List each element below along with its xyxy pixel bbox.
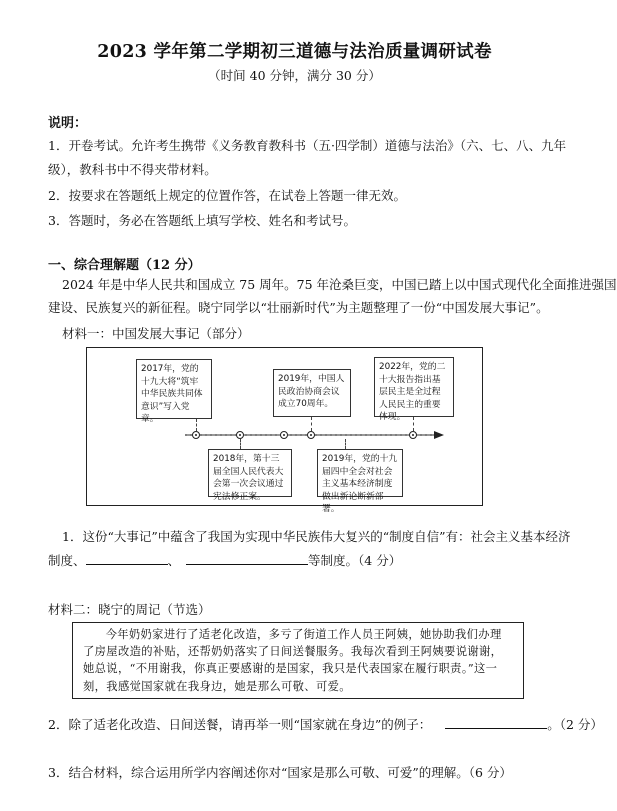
connector: [345, 439, 346, 449]
timeline-event-2022: 2022年，党的二十大报告指出基层民主是全过程人民民主的重要体现。: [374, 357, 454, 417]
instruction-item-1-line-2: 级），教科书中不得夹带材料。: [48, 162, 217, 177]
timeline-event-2018: 2018年，第十三届全国人民代表大会第一次会议通过宪法修正案。: [208, 449, 292, 497]
timeline-dot: [409, 431, 417, 439]
timeline-event-2019-plenum: 2019年，党的十九届四中全会对社会主义基本经济制度做出新论断新部署。: [317, 449, 403, 497]
instruction-item-1-line-1: 1．开卷考试。允许考生携带《义务教育教科书（五·四学制）道德与法治》（六、七、八、九年: [48, 138, 567, 153]
question-1-prefix: 制度、: [48, 553, 86, 568]
question-2-tail: 。（2 分）: [547, 717, 603, 732]
question-2-text: 2．除了适老化改造、日间送餐，请再举一则“国家就在身边”的例子：: [48, 717, 432, 732]
intro-line-1: 2024 年是中华人民共和国成立 75 周年。75 年沧桑巨变，中国已踏上以中国式现代化全面推进强国: [62, 277, 617, 292]
arrow-right-icon: [434, 431, 444, 439]
diary-excerpt-box: [72, 622, 524, 699]
instructions-heading: 说明：: [48, 116, 88, 131]
timeline-dot: [236, 431, 244, 439]
diary-excerpt: 今年奶奶家进行了适老化改造，多亏了街道工作人员王阿姨，她协助我们办理了房屋改造的补贴，还帮奶奶落实了日间送餐服务。我每次看到王阿姨要说谢谢，她总说，“不用谢我，你真正要感谢的是国家，我只是代表国家在履行职责。”这一刻，我感觉国家就在我身边，她是那么可敬、可爱。: [83, 628, 503, 693]
intro-line-2: 建设、民族复兴的新征程。晓宁同学以“壮丽新时代”为主题整理了一份“中国发展大事记”。: [48, 300, 549, 315]
page-title: 2023 学年第二学期初三道德与法治质量调研试卷: [97, 42, 492, 62]
answer-blank-2[interactable]: [186, 552, 308, 565]
question-1-separator: 、: [167, 553, 181, 568]
question-1-suffix: 等制度。（4 分）: [308, 553, 402, 568]
instruction-item-3: 3．答题时，务必在答题纸上填写学校、姓名和考试号。: [48, 213, 356, 228]
question-2: [48, 716, 603, 734]
instruction-item-2: 2．按要求在答题纸上规定的位置作答，在试卷上答题一律无效。: [48, 188, 406, 203]
timeline-dot: [307, 431, 315, 439]
timeline-dot: [192, 431, 200, 439]
answer-blank-3[interactable]: [445, 716, 547, 729]
question-3: 3．结合材料，综合运用所学内容阐述你对“国家是那么可敬、可爱”的理解。（6 分）: [48, 765, 512, 780]
page-subtitle: （时间 40 分钟，满分 30 分）: [208, 68, 381, 83]
material-2-label: 材料二：晓宁的周记（节选）: [48, 602, 211, 617]
material-1-label: 材料一：中国发展大事记（部分）: [62, 326, 250, 341]
answer-blank-1[interactable]: [86, 552, 168, 565]
connector: [240, 439, 241, 449]
question-1-line-1: 1．这份“大事记”中蕴含了我国为实现中华民族伟大复兴的“制度自信”有：社会主义基本经济: [62, 529, 571, 544]
timeline-frame: [86, 347, 483, 514]
question-1-line-2: [48, 552, 401, 570]
timeline-event-2017: 2017年，党的十九大将“筑牢中华民族共同体意识”写入党章。: [136, 359, 212, 419]
timeline-dot: [280, 431, 288, 439]
section-heading: 一、综合理解题（12 分）: [48, 258, 201, 273]
timeline-event-2019-cppcc: 2019年，中国人民政治协商会议成立70周年。: [273, 369, 351, 417]
